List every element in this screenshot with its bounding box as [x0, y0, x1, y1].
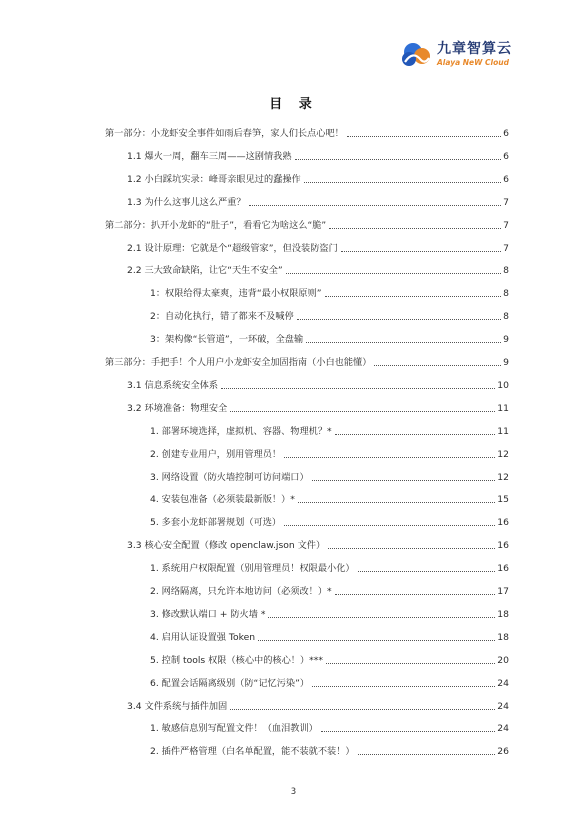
toc-entry[interactable] — [150, 332, 509, 346]
toc-leader-dots — [341, 250, 501, 252]
toc-leader-dots — [326, 662, 495, 664]
toc-entry[interactable] — [150, 584, 509, 598]
toc-entry[interactable] — [127, 172, 509, 186]
toc-entry[interactable] — [150, 676, 509, 690]
toc-entry[interactable] — [150, 286, 509, 300]
toc-entry[interactable] — [127, 149, 509, 163]
toc-entry-page: 17 — [497, 586, 509, 597]
toc-entry-title: 2. 插件严格管理（白名单配置，能不装就不装！） — [150, 746, 355, 758]
toc-entry-title: 3.4 文件系统与插件加固 — [127, 700, 228, 712]
toc-entry-page: 6 — [503, 150, 509, 162]
toc-entry-page: 24 — [497, 723, 509, 735]
logo-subtitle: Alaya NeW Cloud — [437, 58, 509, 67]
toc-leader-dots — [268, 616, 495, 618]
toc-entry[interactable] — [150, 721, 509, 735]
toc-entry[interactable] — [150, 470, 509, 484]
toc-entry-page: 6 — [503, 173, 509, 185]
toc-entry-page: 8 — [503, 288, 509, 300]
toc-entry[interactable] — [127, 378, 509, 392]
toc-entry[interactable] — [105, 218, 509, 232]
toc-entry-title: 1.3 为什么这事儿这么严重？ — [127, 196, 246, 208]
toc-entry-title: 3：架构像“长管道”，一环破，全盘输 — [150, 334, 304, 346]
toc-entry[interactable] — [150, 447, 509, 461]
company-logo — [399, 38, 511, 72]
toc-entry[interactable] — [150, 744, 509, 758]
toc-entry[interactable] — [150, 492, 509, 506]
toc-entry-page: 6 — [503, 128, 509, 139]
toc-entry-title: 2.2 三大致命缺陷，让它“天生不安全” — [127, 265, 283, 277]
toc-entry[interactable] — [150, 607, 509, 621]
toc-entry-page: 18 — [497, 631, 509, 643]
toc-entry[interactable] — [150, 630, 509, 644]
toc-entry[interactable] — [150, 653, 509, 667]
toc-entry-title: 3.2 环境准备：物理安全 — [127, 402, 228, 414]
toc-entry-page: 8 — [503, 265, 509, 277]
toc-entry-page: 10 — [497, 379, 509, 391]
toc-leader-dots — [298, 501, 495, 503]
toc-entry-title: 4. 启用认证设置强 Token — [150, 631, 256, 643]
toc-leader-dots — [347, 135, 501, 137]
toc-entry-title: 1.2 小白踩坑实录：峰哥亲眼见过的蠢操作 — [127, 173, 301, 185]
toc-entry-title: 1.1 爆火一周，翻车三周——这剧情我熟 — [127, 150, 292, 162]
toc-leader-dots — [321, 730, 495, 732]
toc-leader-dots — [358, 570, 496, 572]
toc-leader-dots — [221, 387, 495, 389]
toc-entry-title: 3.3 核心安全配置（修改 openclaw.json 文件） — [127, 540, 326, 552]
toc-leader-dots — [312, 479, 496, 481]
toc-entry-title: 第二部分：扒开小龙虾的“肚子”，看看它为啥这么“脆” — [105, 219, 327, 231]
toc-leader-dots — [284, 456, 495, 458]
toc-entry-page: 11 — [497, 425, 509, 437]
toc-entry-page: 9 — [503, 357, 509, 368]
toc-entry-page: 8 — [503, 311, 509, 323]
toc-entry[interactable] — [127, 699, 509, 713]
toc-entry[interactable] — [150, 424, 509, 438]
toc-leader-dots — [328, 547, 495, 549]
logo-name: 九章智算云 — [437, 41, 512, 57]
toc-entry-page: 7 — [503, 219, 509, 231]
toc-entry[interactable] — [127, 263, 509, 277]
toc-entry-title: 6. 配置会话隔离级别（防“记忆污染”） — [150, 677, 310, 689]
toc-entry-page: 26 — [497, 746, 509, 758]
toc-leader-dots — [258, 639, 495, 641]
toc-entry-page: 9 — [503, 334, 509, 346]
toc-leader-dots — [335, 433, 496, 435]
toc-entry-title: 2. 创建专业用户，别用管理员！ — [150, 448, 282, 460]
toc-leader-dots — [297, 318, 501, 320]
toc-entry-title: 第三部分：手把手！个人用户小龙虾安全加固指南（小白也能懂） — [105, 357, 372, 368]
page-number: 3 — [290, 787, 297, 797]
toc-entry[interactable] — [127, 401, 509, 415]
toc-entry[interactable] — [127, 538, 509, 552]
toc-entry-title: 第一部分：小龙虾安全事件如雨后春笋，家人们长点心吧！ — [105, 128, 344, 139]
toc-leader-dots — [374, 364, 501, 366]
toc-entry-title: 4. 安装包准备（必须装最新版！）* — [150, 494, 295, 506]
toc-entry-title: 2：自动化执行，错了都来不及喊停 — [150, 311, 294, 323]
toc-leader-dots — [304, 181, 501, 183]
toc-entry[interactable] — [150, 561, 509, 575]
toc-entry-title: 1：权限给得太豪爽，违背“最小权限原则” — [150, 288, 322, 300]
toc-entry-title: 2.1 设计原理：它就是个“超级管家”，但没装防盗门 — [127, 242, 338, 254]
toc-leader-dots — [335, 593, 496, 595]
toc-entry[interactable] — [150, 309, 509, 323]
toc-leader-dots — [306, 341, 501, 343]
toc-entry[interactable] — [150, 515, 509, 529]
toc-entry-page: 16 — [497, 563, 509, 575]
toc-entry-title: 1. 系统用户权限配置（别用管理员！权限最小化） — [150, 563, 355, 575]
toc-leader-dots — [325, 295, 502, 297]
page-title: 目 录 — [269, 97, 318, 112]
toc-entry[interactable] — [127, 241, 509, 255]
toc-entry-page: 16 — [497, 517, 509, 529]
toc-entry-page: 20 — [497, 654, 509, 666]
toc-leader-dots — [329, 227, 501, 229]
toc-leader-dots — [230, 410, 495, 412]
toc-entry-title: 3.1 信息系统安全体系 — [127, 379, 219, 391]
toc-entry-title: 2. 网络隔离，只允许本地访问（必须改！）* — [150, 586, 332, 597]
toc-leader-dots — [312, 685, 495, 687]
toc-leader-dots — [249, 204, 502, 206]
toc-entry-page: 12 — [497, 471, 509, 483]
toc-entry-page: 12 — [497, 448, 509, 460]
toc-entry[interactable] — [105, 355, 509, 369]
toc-entry-title: 1. 敏感信息别写配置文件！（血泪教训） — [150, 723, 318, 735]
toc-leader-dots — [230, 708, 495, 710]
toc-entry-title: 1. 部署环境选择，虚拟机、容器、物理机？* — [150, 425, 332, 437]
toc-entry-title: 3. 修改默认端口 + 防火墙 * — [150, 608, 266, 620]
toc-entry-title: 5. 多套小龙虾部署规划（可选） — [150, 517, 282, 529]
toc-leader-dots — [284, 524, 495, 526]
toc-entry-page: 11 — [497, 402, 509, 414]
toc-entry-page: 18 — [497, 608, 509, 620]
cloud-logo-icon — [399, 40, 433, 70]
toc-entry-page: 16 — [497, 540, 509, 552]
toc-leader-dots — [295, 158, 502, 160]
toc-entry-title: 3. 网络设置（防火墙控制可访问端口） — [150, 471, 309, 483]
toc-entry-page: 24 — [497, 700, 509, 712]
toc-entry-title: 5. 控制 tools 权限（核心中的核心！）*** — [150, 654, 323, 666]
toc-entry[interactable] — [105, 126, 509, 140]
toc-entry-page: 7 — [503, 196, 509, 208]
toc-entry-page: 24 — [497, 677, 509, 689]
toc-leader-dots — [358, 753, 496, 755]
toc-entry-page: 15 — [497, 494, 509, 506]
toc-entry[interactable] — [127, 195, 509, 209]
toc-entry-page: 7 — [503, 242, 509, 254]
toc-leader-dots — [286, 272, 501, 274]
